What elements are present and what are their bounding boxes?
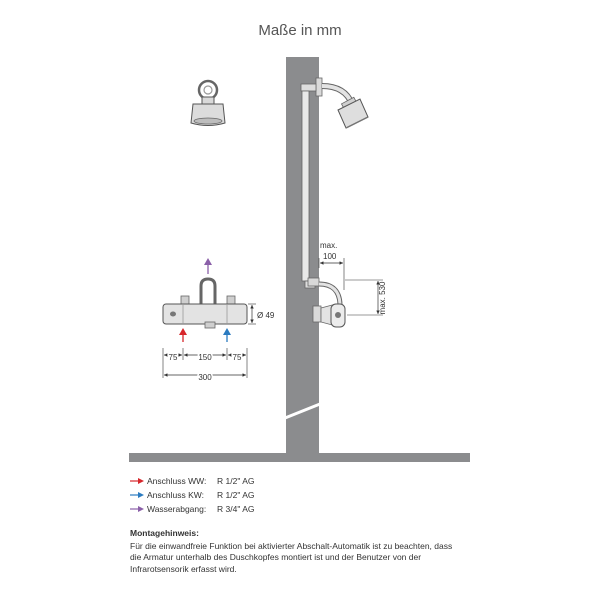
shower-head-top-view (191, 81, 225, 126)
mounting-notes (130, 528, 460, 575)
legend-label: Anschluss KW: (147, 490, 205, 500)
dimension-left-offset: 75 (168, 353, 178, 362)
arrow-right-icon (130, 491, 144, 499)
legend-value: R 3/4" AG (217, 504, 255, 514)
legend-label: Wasserabgang: (147, 504, 207, 514)
legend-row-warm-water (130, 474, 255, 488)
notes-heading: Montagehinweis: (130, 528, 199, 538)
dimension-right-offset: 75 (232, 353, 242, 362)
outlet-arrow (204, 258, 212, 274)
dimension-max-530 (345, 280, 387, 315)
dimension-height-label: Ø 49 (257, 311, 275, 320)
dimension-total-width-label: 300 (198, 373, 212, 382)
page-title: Maße in mm (258, 22, 342, 39)
warm-water-arrow (179, 328, 187, 342)
dimension-height (248, 304, 275, 324)
legend-value: R 1/2" AG (217, 476, 255, 486)
cold-water-arrow (223, 328, 231, 342)
legend-row-cold-water (130, 488, 255, 502)
arrow-right-icon (130, 505, 144, 513)
dimension-max-label: max. (320, 241, 338, 250)
dimension-total-width (164, 373, 246, 382)
legend-label: Anschluss WW: (147, 476, 207, 486)
legend-row-outlet (130, 502, 255, 516)
connection-legend (130, 474, 255, 516)
arrow-right-icon (130, 477, 144, 485)
notes-text: Für die einwandfreie Funktion bei aktivierter Abschalt-Automatik ist zu beachten, dass die Armatur unterhalb des Duschkopfes montiert ist und der Benutzer von der Infrarotsensorik erfasst wird. (130, 540, 453, 574)
legend-value: R 1/2" AG (217, 490, 255, 500)
dimension-max-height: max. 530 (378, 281, 387, 315)
dimension-center-spacing: 150 (198, 353, 212, 362)
thermostat-front-view (163, 279, 247, 328)
dimension-max-value: 100 (323, 252, 337, 261)
wall-section (129, 57, 470, 462)
